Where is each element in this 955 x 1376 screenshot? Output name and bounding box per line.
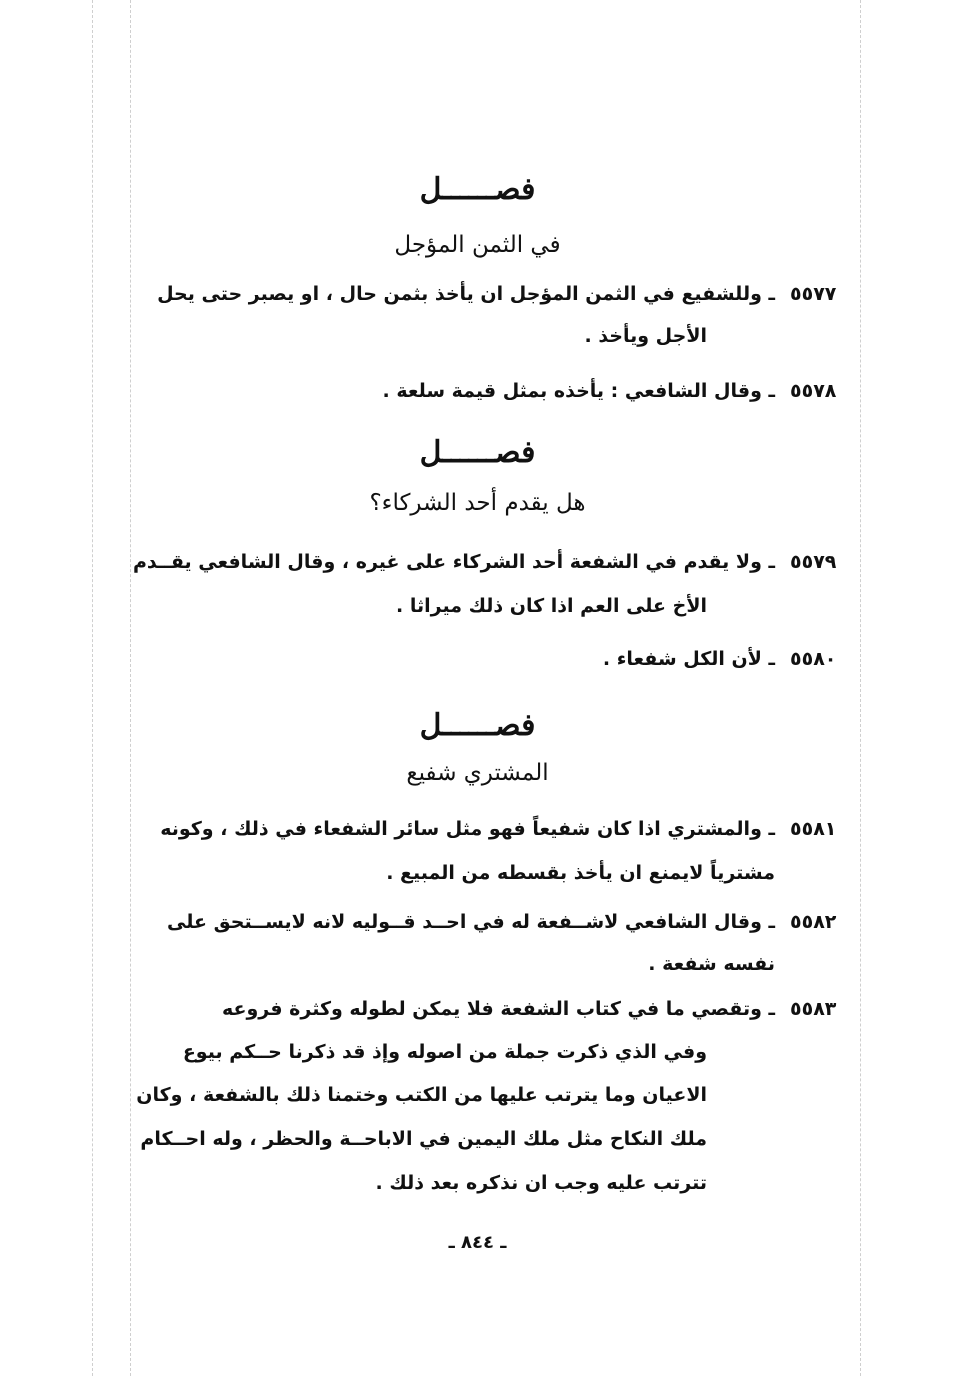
entry-number: ٥٥٧٨ [790, 380, 837, 402]
section-subheading: المشتري شفيع [406, 760, 549, 786]
paragraph-line: مشترياً لايمنع ان يأخذ بقسطه من المبيع . [386, 862, 775, 884]
entry-number: ٥٥٨٣ [790, 998, 837, 1020]
entry-number: ٥٥٨٠ [790, 648, 837, 670]
section-subheading: في الثمن المؤجل [394, 232, 561, 258]
paragraph-line: ـ ولا يقدم في الشفعة أحد الشركاء على غيره ، وقال الشافعي يقــدم [132, 551, 775, 573]
paragraph-line: ـ وللشفيع في الثمن المؤجل ان يأخذ بثمن حال ، او يصبر حتى يحل [157, 283, 775, 305]
paragraph-line: تترتب عليه وجب ان نذكره بعد ذلك . [375, 1172, 707, 1194]
paragraph-line: ـ وقال الشافعي : يأخذه بمثل قيمة سلعة . [382, 380, 775, 402]
page-number: ـ ٨٤٤ ـ [448, 1232, 507, 1253]
section-subheading: هل يقدم أحد الشركاء؟ [369, 490, 586, 516]
entry-number: ٥٥٧٧ [790, 283, 837, 305]
section-heading: فصــــــل [419, 435, 536, 470]
paragraph-line: نفسه شفعة . [648, 953, 775, 975]
paragraph-line: ملك النكاح مثل ملك اليمين في الاباحــة والحظر ، وله احــكام [140, 1128, 707, 1150]
paragraph-line: الاعيان وما يترتب عليها من الكتب وختمنا ذلك بالشفعة ، وكان [136, 1084, 707, 1106]
entry-number: ٥٥٨٢ [790, 911, 837, 933]
paragraph-line: ـ والمشتري اذا كان شفيعاً فهو مثل سائر الشفعاء في ذلك ، وكونه [160, 818, 775, 840]
paragraph-line: الأخ على العم اذا كان ذلك ميراثا . [396, 595, 707, 617]
paragraph-line: ـ وتقصي ما في كتاب الشفعة فلا يمكن لطوله وكثرة فروعه [221, 998, 775, 1020]
entry-number: ٥٥٨١ [790, 818, 837, 840]
paragraph-line: ـ وقال الشافعي لاشــفعة له في احــد قــوليه لانه لايســتحق على [167, 911, 775, 933]
paragraph-line: وفي الذي ذكرت جملة من اصوله وإذ قد ذكرنا حــكم بيوع [182, 1041, 707, 1063]
paragraph-line: الأجل ويأخذ . [584, 325, 707, 347]
section-heading: فصــــــل [419, 172, 536, 207]
paragraph-line: ـ لأن الكل شفعاء . [602, 648, 775, 670]
section-heading: فصــــــل [419, 708, 536, 743]
entry-number: ٥٥٧٩ [790, 551, 837, 573]
